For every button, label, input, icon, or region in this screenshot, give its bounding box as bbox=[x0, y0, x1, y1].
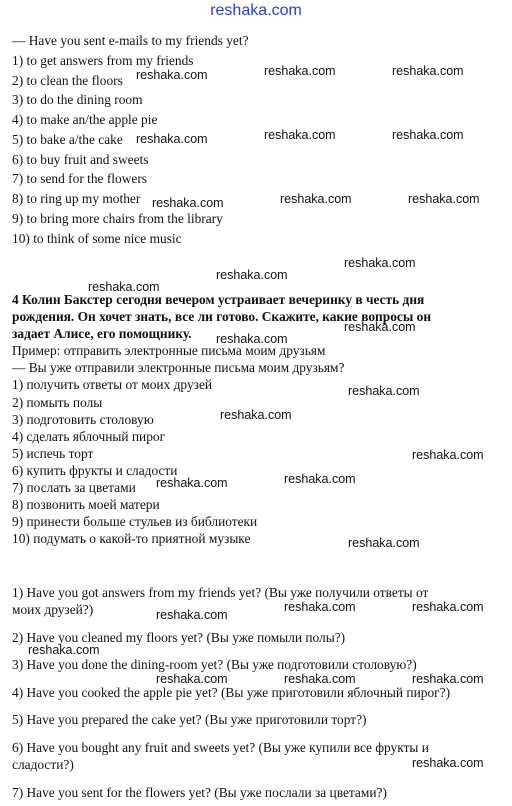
watermark: reshaka.com bbox=[280, 192, 352, 206]
list-item: 7) послать за цветами bbox=[12, 480, 136, 495]
watermark: reshaka.com bbox=[412, 600, 484, 614]
watermark: reshaka.com bbox=[392, 64, 464, 78]
list-item: 1) to get answers from my friends bbox=[12, 53, 194, 68]
answer-line: сладости?) bbox=[12, 757, 74, 772]
watermark: reshaka.com bbox=[156, 672, 228, 686]
watermark: reshaka.com bbox=[348, 384, 420, 398]
list-item: 2) to clean the floors bbox=[12, 73, 123, 88]
example-question: — Have you sent e-mails to my friends yet? bbox=[12, 33, 249, 48]
watermark: reshaka.com bbox=[264, 128, 336, 142]
answer-line: 7) Have you sent for the flowers yet? (Вы уже послали за цветами?) bbox=[12, 785, 387, 800]
list-item: 9) принести больше стульев из библиотеки bbox=[12, 514, 258, 529]
answer-line: 3) Have you done the dining-room yet? (Вы уже подготовили столовую?) bbox=[12, 657, 417, 672]
list-item: 6) купить фрукты и сладости bbox=[12, 463, 178, 478]
list-item: 3) подготовить столовую bbox=[12, 412, 154, 427]
task-title: 4 Колин Бакстер сегодня вечером устраивает вечеринку в честь дня bbox=[12, 292, 425, 307]
watermark: reshaka.com bbox=[344, 256, 416, 270]
watermark: reshaka.com bbox=[264, 64, 336, 78]
list-item: 9) to bring more chairs from the library bbox=[12, 211, 223, 226]
watermark: reshaka.com bbox=[136, 132, 208, 146]
watermark: reshaka.com bbox=[284, 472, 356, 486]
list-item: 5) испечь торт bbox=[12, 446, 94, 461]
watermark: reshaka.com bbox=[412, 448, 484, 462]
watermark: reshaka.com bbox=[136, 68, 208, 82]
watermark: reshaka.com bbox=[88, 280, 160, 294]
watermark: reshaka.com bbox=[216, 332, 288, 346]
watermark: reshaka.com bbox=[220, 408, 292, 422]
watermark: reshaka.com bbox=[412, 672, 484, 686]
answer-line: 2) Have you cleaned my floors yet? (Вы уже помыли полы?) bbox=[12, 630, 346, 645]
list-item: 4) to make an/the apple pie bbox=[12, 112, 158, 127]
list-item: 8) позвонить моей матери bbox=[12, 497, 160, 512]
list-item: 3) to do the dining room bbox=[12, 92, 143, 107]
list-item: 7) to send for the flowers bbox=[12, 171, 147, 186]
example-label: Пример: отправить электронные письма моим друзьям bbox=[12, 343, 326, 358]
list-item: 5) to bake a/the cake bbox=[12, 132, 123, 147]
watermark: reshaka.com bbox=[348, 536, 420, 550]
answer-line: 4) Have you cooked the apple pie yet? (Вы уже приготовили яблочный пирог?) bbox=[12, 685, 451, 700]
watermark: reshaka.com bbox=[156, 476, 228, 490]
task-title: рождения. Он хочет знать, все ли готово. Скажите, какие вопросы он bbox=[12, 309, 432, 324]
watermark: reshaka.com bbox=[392, 128, 464, 142]
watermark: reshaka.com bbox=[284, 672, 356, 686]
site-header-link[interactable]: reshaka.com bbox=[210, 2, 302, 19]
list-item: 4) сделать яблочный пирог bbox=[12, 429, 166, 444]
answer-line: 5) Have you prepared the cake yet? (Вы уже приготовили торт?) bbox=[12, 712, 367, 727]
watermark: reshaka.com bbox=[216, 268, 288, 282]
list-item: 1) получить ответы от моих друзей bbox=[12, 377, 213, 392]
list-item: 6) to buy fruit and sweets bbox=[12, 152, 149, 167]
task-title: задает Алисе, его помощнику. bbox=[12, 326, 192, 341]
answer-line: 1) Have you got answers from my friends yet? (Вы уже получили ответы от bbox=[12, 585, 429, 600]
answer-line: моих друзей?) bbox=[12, 602, 94, 617]
list-item: 10) to think of some nice music bbox=[12, 231, 182, 246]
watermark: reshaka.com bbox=[156, 608, 228, 622]
watermark: reshaka.com bbox=[412, 756, 484, 770]
list-item: 2) помыть полы bbox=[12, 395, 103, 410]
example-question: — Вы уже отправили электронные письма моим друзьям? bbox=[12, 360, 345, 375]
watermark: reshaka.com bbox=[344, 320, 416, 334]
answer-line: 6) Have you bought any fruit and sweets yet? (Вы уже купили все фрукты и bbox=[12, 740, 429, 755]
watermark: reshaka.com bbox=[284, 600, 356, 614]
list-item: 10) подумать о какой-то приятной музыке bbox=[12, 531, 251, 546]
watermark: reshaka.com bbox=[152, 196, 224, 210]
watermark: reshaka.com bbox=[408, 192, 480, 206]
list-item: 8) to ring up my mother bbox=[12, 191, 141, 206]
watermark: reshaka.com bbox=[28, 643, 100, 657]
